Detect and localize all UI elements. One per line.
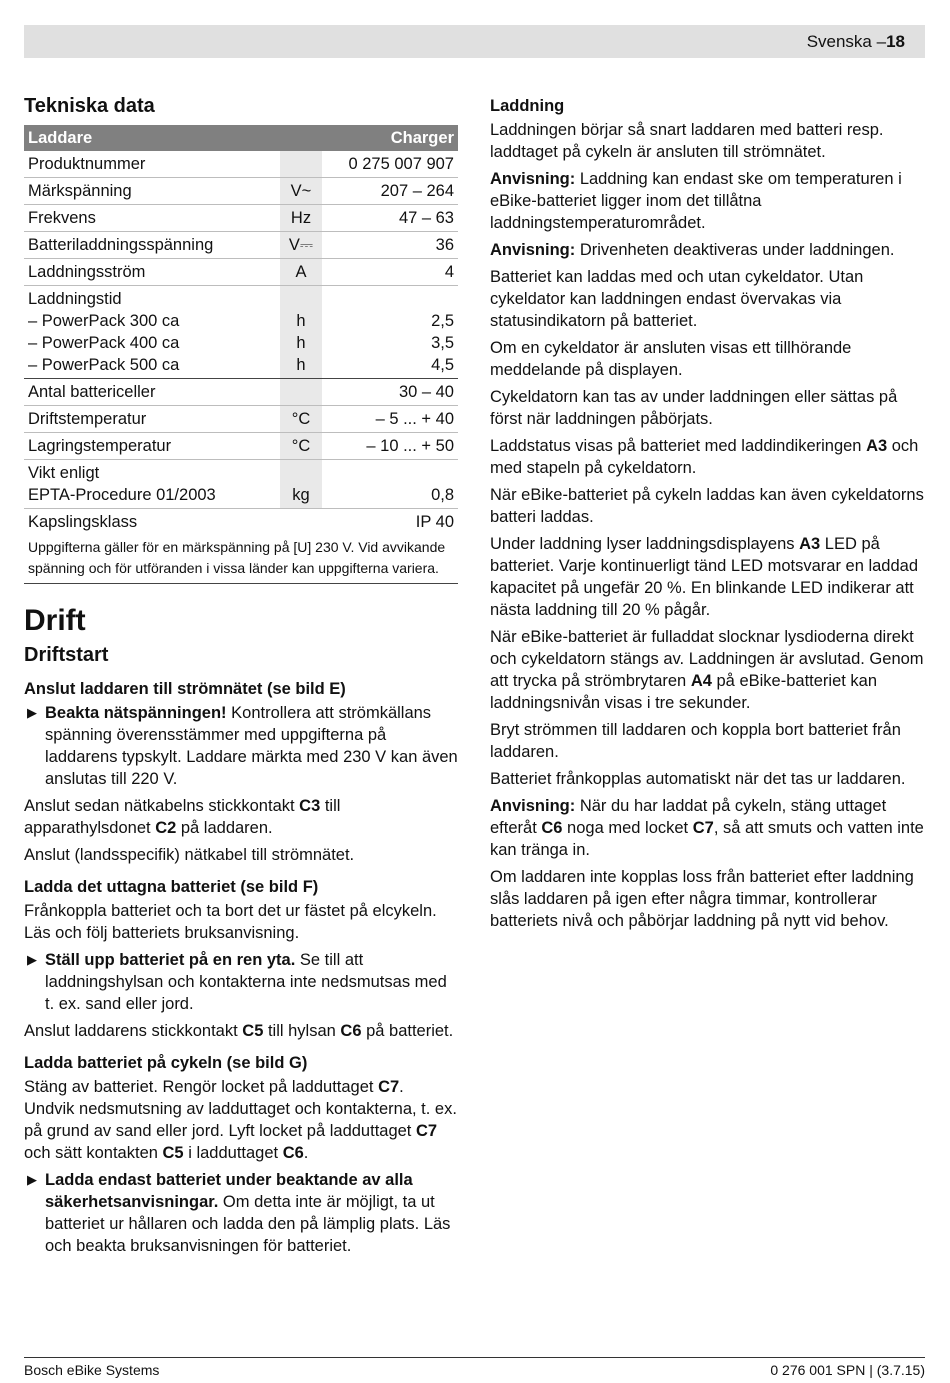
paragraph: Om en cykeldator är ansluten visas ett tillhörande meddelande på displayen. xyxy=(490,339,852,379)
heading-connect: Anslut laddaren till strömnätet (se bild E) xyxy=(24,680,346,698)
bullet-triangle-icon: ▶ xyxy=(27,1172,37,1187)
paragraph: Laddstatus visas på batteriet med laddindikeringen A3 och med stapeln på cykeldatorn. xyxy=(490,437,919,477)
paragraph: Om laddaren inte kopplas loss från batteriet efter laddning slås laddaren på igen efter några timmar, kontrollerar batteriets nivå och påbörjar laddning på nytt vid behov. xyxy=(490,868,914,930)
paragraph: Batteriet frånkopplas automatiskt när det tas ur laddaren. xyxy=(490,770,906,788)
footer-left: Bosch eBike Systems xyxy=(24,1362,160,1378)
page-number: Svenska –18 xyxy=(806,32,905,51)
bullet-item: ▶ Ställ upp batteriet på en ren yta. Se till att laddningshylsan och kontakterna inte nedsmutsas med t. ex. sand eller jord. xyxy=(27,951,447,1013)
paragraph: Anslut laddarens stickkontakt C5 till hylsan C6 på batteriet. xyxy=(24,1022,454,1040)
paragraph: Laddningen börjar så snart laddaren med batteri resp. laddtaget på cykeln är ansluten till strömnätet. xyxy=(490,121,884,161)
table-head-charger: Charger xyxy=(322,125,458,151)
heading-removed-battery: Ladda det uttagna batteriet (se bild F) xyxy=(24,878,319,896)
bullet-item: ▶ Beakta nätspänningen! Kontrollera att strömkällans spänning överensstämmer med uppgifterna på laddarens typskylt. Laddare märkta med 230 V kan även anslutas till 220 V. xyxy=(27,704,458,788)
table-row: Märkspänning V~ 207 – 264 xyxy=(24,178,458,205)
paragraph: Stäng av batteriet. Rengör locket på ladduttaget C7. Undvik nedsmutsning av ladduttaget och kontakterna, t. ex. på grund av sand eller jord. Lyft locket på ladduttaget C7 och sätt kontakten C5 i ladduttaget C6. xyxy=(24,1078,457,1162)
table-row: Produktnummer 0 275 007 907 xyxy=(24,151,458,178)
paragraph: Cykeldatorn kan tas av under laddningen eller sättas på först när laddningen påbörjats. xyxy=(490,388,898,428)
paragraph: Bryt strömmen till laddaren och koppla bort batteriet från laddaren. xyxy=(490,721,901,761)
paragraph: Batteriet kan laddas med och utan cykeldator. Utan cykeldator kan laddningen endast övervakas via statusindikatorn på batteriet. xyxy=(490,268,864,330)
paragraph: Anvisning: När du har laddat på cykeln, stäng uttaget efteråt C6 noga med locket C7, så att smuts och vatten inte kan tränga in. xyxy=(490,797,924,859)
left-column xyxy=(24,95,458,1262)
table-row: Frekvens Hz 47 – 63 xyxy=(24,205,458,232)
footer-right: 0 276 001 SPN | (3.7.15) xyxy=(770,1362,925,1378)
page-header xyxy=(24,25,925,58)
bullet-triangle-icon: ▶ xyxy=(27,952,37,967)
subsection-title-driftstart: Driftstart xyxy=(24,644,109,666)
section-title-drift: Drift xyxy=(24,604,86,637)
table-row: Driftstemperatur °C – 5 ... + 40 xyxy=(24,406,458,433)
bullet-triangle-icon: ▶ xyxy=(27,705,37,720)
table-head-laddare: Laddare xyxy=(24,125,322,151)
table-row: Lagringstemperatur °C – 10 ... + 50 xyxy=(24,433,458,460)
footer-divider xyxy=(24,1357,925,1358)
bullet-item: ▶ Ladda endast batteriet under beaktande av alla säkerhetsanvisningar. Om detta inte är möjligt, ta ut batteriet ur hållaren och ladda den på lämplig plats. Läs och beakta bruksanvisningen för batteriet. xyxy=(27,1171,451,1255)
paragraph: Frånkoppla batteriet och ta bort det ur fästet på elcykeln. Läs och följ batteriets bruksanvisning. xyxy=(24,902,437,942)
paragraph: Anvisning: Laddning kan endast ske om temperaturen i eBike-batteriet ligger inom det tillåtna laddningstemperaturområdet. xyxy=(490,170,902,232)
table-row: Vikt enligt EPTA-Procedure 01/2003 kg 0,8 xyxy=(24,460,458,509)
heading-bike-charging: Ladda batteriet på cykeln (se bild G) xyxy=(24,1054,308,1072)
heading-laddning: Laddning xyxy=(490,97,565,115)
tech-data-title: Tekniska data xyxy=(24,95,155,117)
paragraph: När eBike-batteriet på cykeln laddas kan även cykeldatorns batteri laddas. xyxy=(490,486,924,526)
paragraph: Anslut (landsspecifik) nätkabel till strömnätet. xyxy=(24,846,355,864)
paragraph: Under laddning lyser laddningsdisplayens A3 LED på batteriet. Varje kontinuerligt tänd LED motsvarar en laddad kapacitet på ungefär 20 %. En blinkande LED indikerar att nästa laddning till 20 % pågår. xyxy=(490,535,919,619)
table-row: Laddningsström A 4 xyxy=(24,259,458,286)
table-row: Antal battericeller 30 – 40 xyxy=(24,379,458,406)
right-column xyxy=(490,95,925,937)
table-row: Kapslingsklass IP 40 xyxy=(24,509,458,536)
paragraph: Anvisning: Drivenheten deaktiveras under laddningen. xyxy=(490,241,895,259)
paragraph: När eBike-batteriet är fulladdat slocknar lysdioderna direkt och cykeldatorn stängs av. Laddningen är avslutad. Genom att trycka på strömbrytaren A4 på eBike-batteriet kan laddningsnivån visas i tre sekunder. xyxy=(490,628,924,712)
paragraph: Anslut sedan nätkabelns stickkontakt C3 till apparathylsdonet C2 på laddaren. xyxy=(24,797,341,837)
table-note: Uppgifterna gäller för en märkspänning på [U] 230 V. Vid avvikande spänning och för utföranden i vissa länder kan uppgifterna variera. xyxy=(24,535,458,584)
spec-table xyxy=(24,125,458,535)
table-row: Laddningstid – PowerPack 300 ca – PowerPack 400 ca – PowerPack 500 ca h h h 2,5 3,5 4,5 xyxy=(24,286,458,379)
table-row: Batteriladdningsspänning V⎓ 36 xyxy=(24,232,458,259)
